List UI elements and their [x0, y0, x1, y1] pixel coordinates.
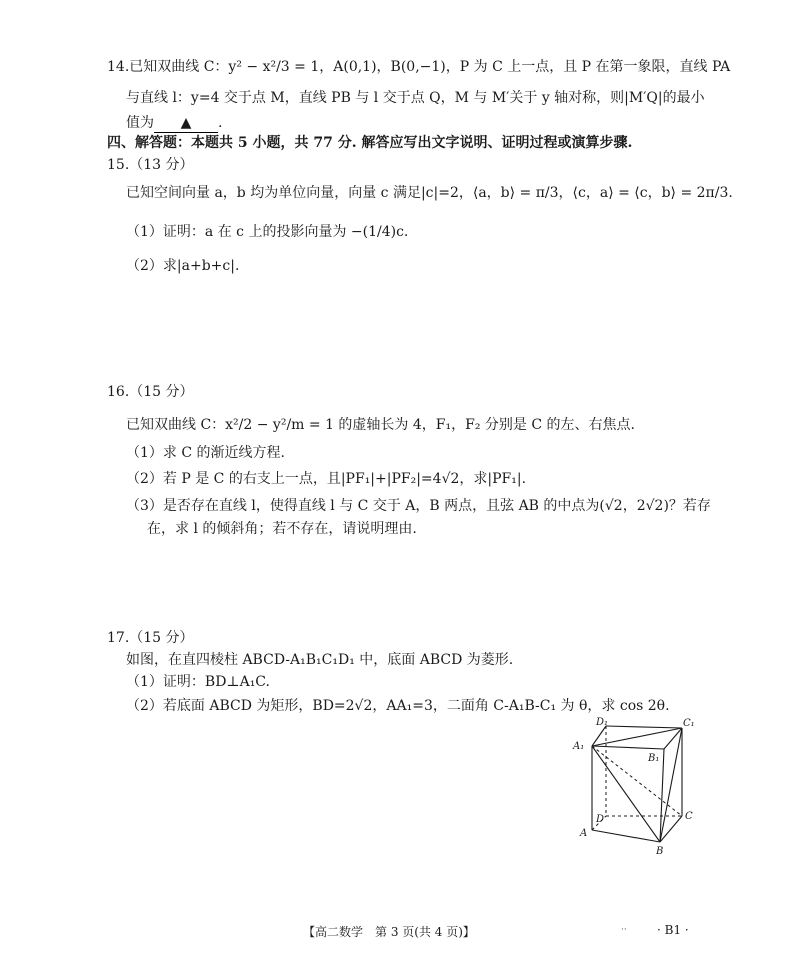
- triangle-icon: ▲: [180, 115, 192, 131]
- prism-figure: [566, 716, 696, 856]
- label-d: D: [596, 814, 605, 825]
- edge-b-c: [660, 816, 682, 842]
- footer-mark: ··: [621, 925, 627, 935]
- edge-b-b1: [660, 749, 664, 842]
- label-c: C: [685, 811, 693, 822]
- q16-part1: （1）求 C 的渐近线方程.: [126, 445, 285, 461]
- label-a1: A₁: [573, 741, 585, 752]
- q17-stem: 如图，在直四棱柱 ABCD-A₁B₁C₁D₁ 中，底面 ABCD 为菱形.: [126, 652, 514, 668]
- edge-b1-a1: [592, 746, 664, 749]
- label-c1: C₁: [683, 718, 695, 729]
- footer-code: · B1 ·: [657, 923, 689, 937]
- q14-line3-suffix: .: [218, 115, 223, 131]
- q16-stem: 已知双曲线 C：x²/2 − y²/m = 1 的虚轴长为 4，F₁，F₂ 分别是 C 的左、右焦点.: [126, 417, 635, 433]
- label-b: B: [656, 846, 664, 856]
- edge-d1-c1: [606, 726, 682, 728]
- q15-number: 15.（13 分）: [107, 157, 194, 173]
- q16-number: 16.（15 分）: [107, 384, 194, 400]
- edge-c1-b: [660, 728, 682, 842]
- q16-part3-line2: 在，求 l 的倾斜角；若不存在，请说明理由.: [147, 521, 417, 537]
- q15-part1: （1）证明：a 在 c 上的投影向量为 −(1/4)c.: [126, 224, 409, 240]
- q16-part2: （2）若 P 是 C 的右支上一点，且|PF₁|+|PF₂|=4√2，求|PF₁|.: [126, 471, 527, 487]
- q14-answer-blank: [154, 114, 218, 133]
- label-a: A: [580, 828, 588, 839]
- q14-line2: 与直线 l：y=4 交于点 M，直线 PB 与 l 交于点 Q，M 与 M′关于 y 轴对称，则|M′Q|的最小: [126, 90, 705, 106]
- q14-line3-prefix: 值为: [126, 115, 154, 131]
- q14-line3: [126, 114, 222, 133]
- q15-stem: 已知空间向量 a，b 均为单位向量，向量 c 满足|c|=2，⟨a，b⟩ = π/3，⟨c，a⟩ = ⟨c，b⟩ = 2π/3.: [126, 185, 733, 201]
- page-footer: 【高二数学 第 3 页(共 4 页)】: [303, 925, 475, 939]
- q17-part1: （1）证明：BD⊥A₁C.: [126, 674, 270, 690]
- q15-part2: （2）求|a+b+c|.: [126, 258, 240, 274]
- label-d1: D₁: [596, 717, 609, 728]
- q16-part3-line1: （3）是否存在直线 l，使得直线 l 与 C 交于 A，B 两点，且弦 AB 的中点为(√2，2√2)？若存: [126, 498, 711, 514]
- q17-number: 17.（15 分）: [107, 630, 194, 646]
- q17-part2: （2）若底面 ABCD 为矩形，BD=2√2，AA₁=3，二面角 C-A₁B-C₁ 为 θ，求 cos 2θ.: [126, 698, 670, 714]
- section4-heading: 四、解答题：本题共 5 小题，共 77 分. 解答应写出文字说明、证明过程或演算步骤.: [107, 135, 633, 151]
- label-b1: B₁: [648, 753, 660, 764]
- q14-line1: 14.已知双曲线 C：y² − x²/3 = 1，A(0,1)，B(0,−1)，P 为 C 上一点，且 P 在第一象限，直线 PA: [107, 59, 731, 75]
- edge-a1-d1: [592, 726, 606, 746]
- edge-a-b: [592, 830, 660, 842]
